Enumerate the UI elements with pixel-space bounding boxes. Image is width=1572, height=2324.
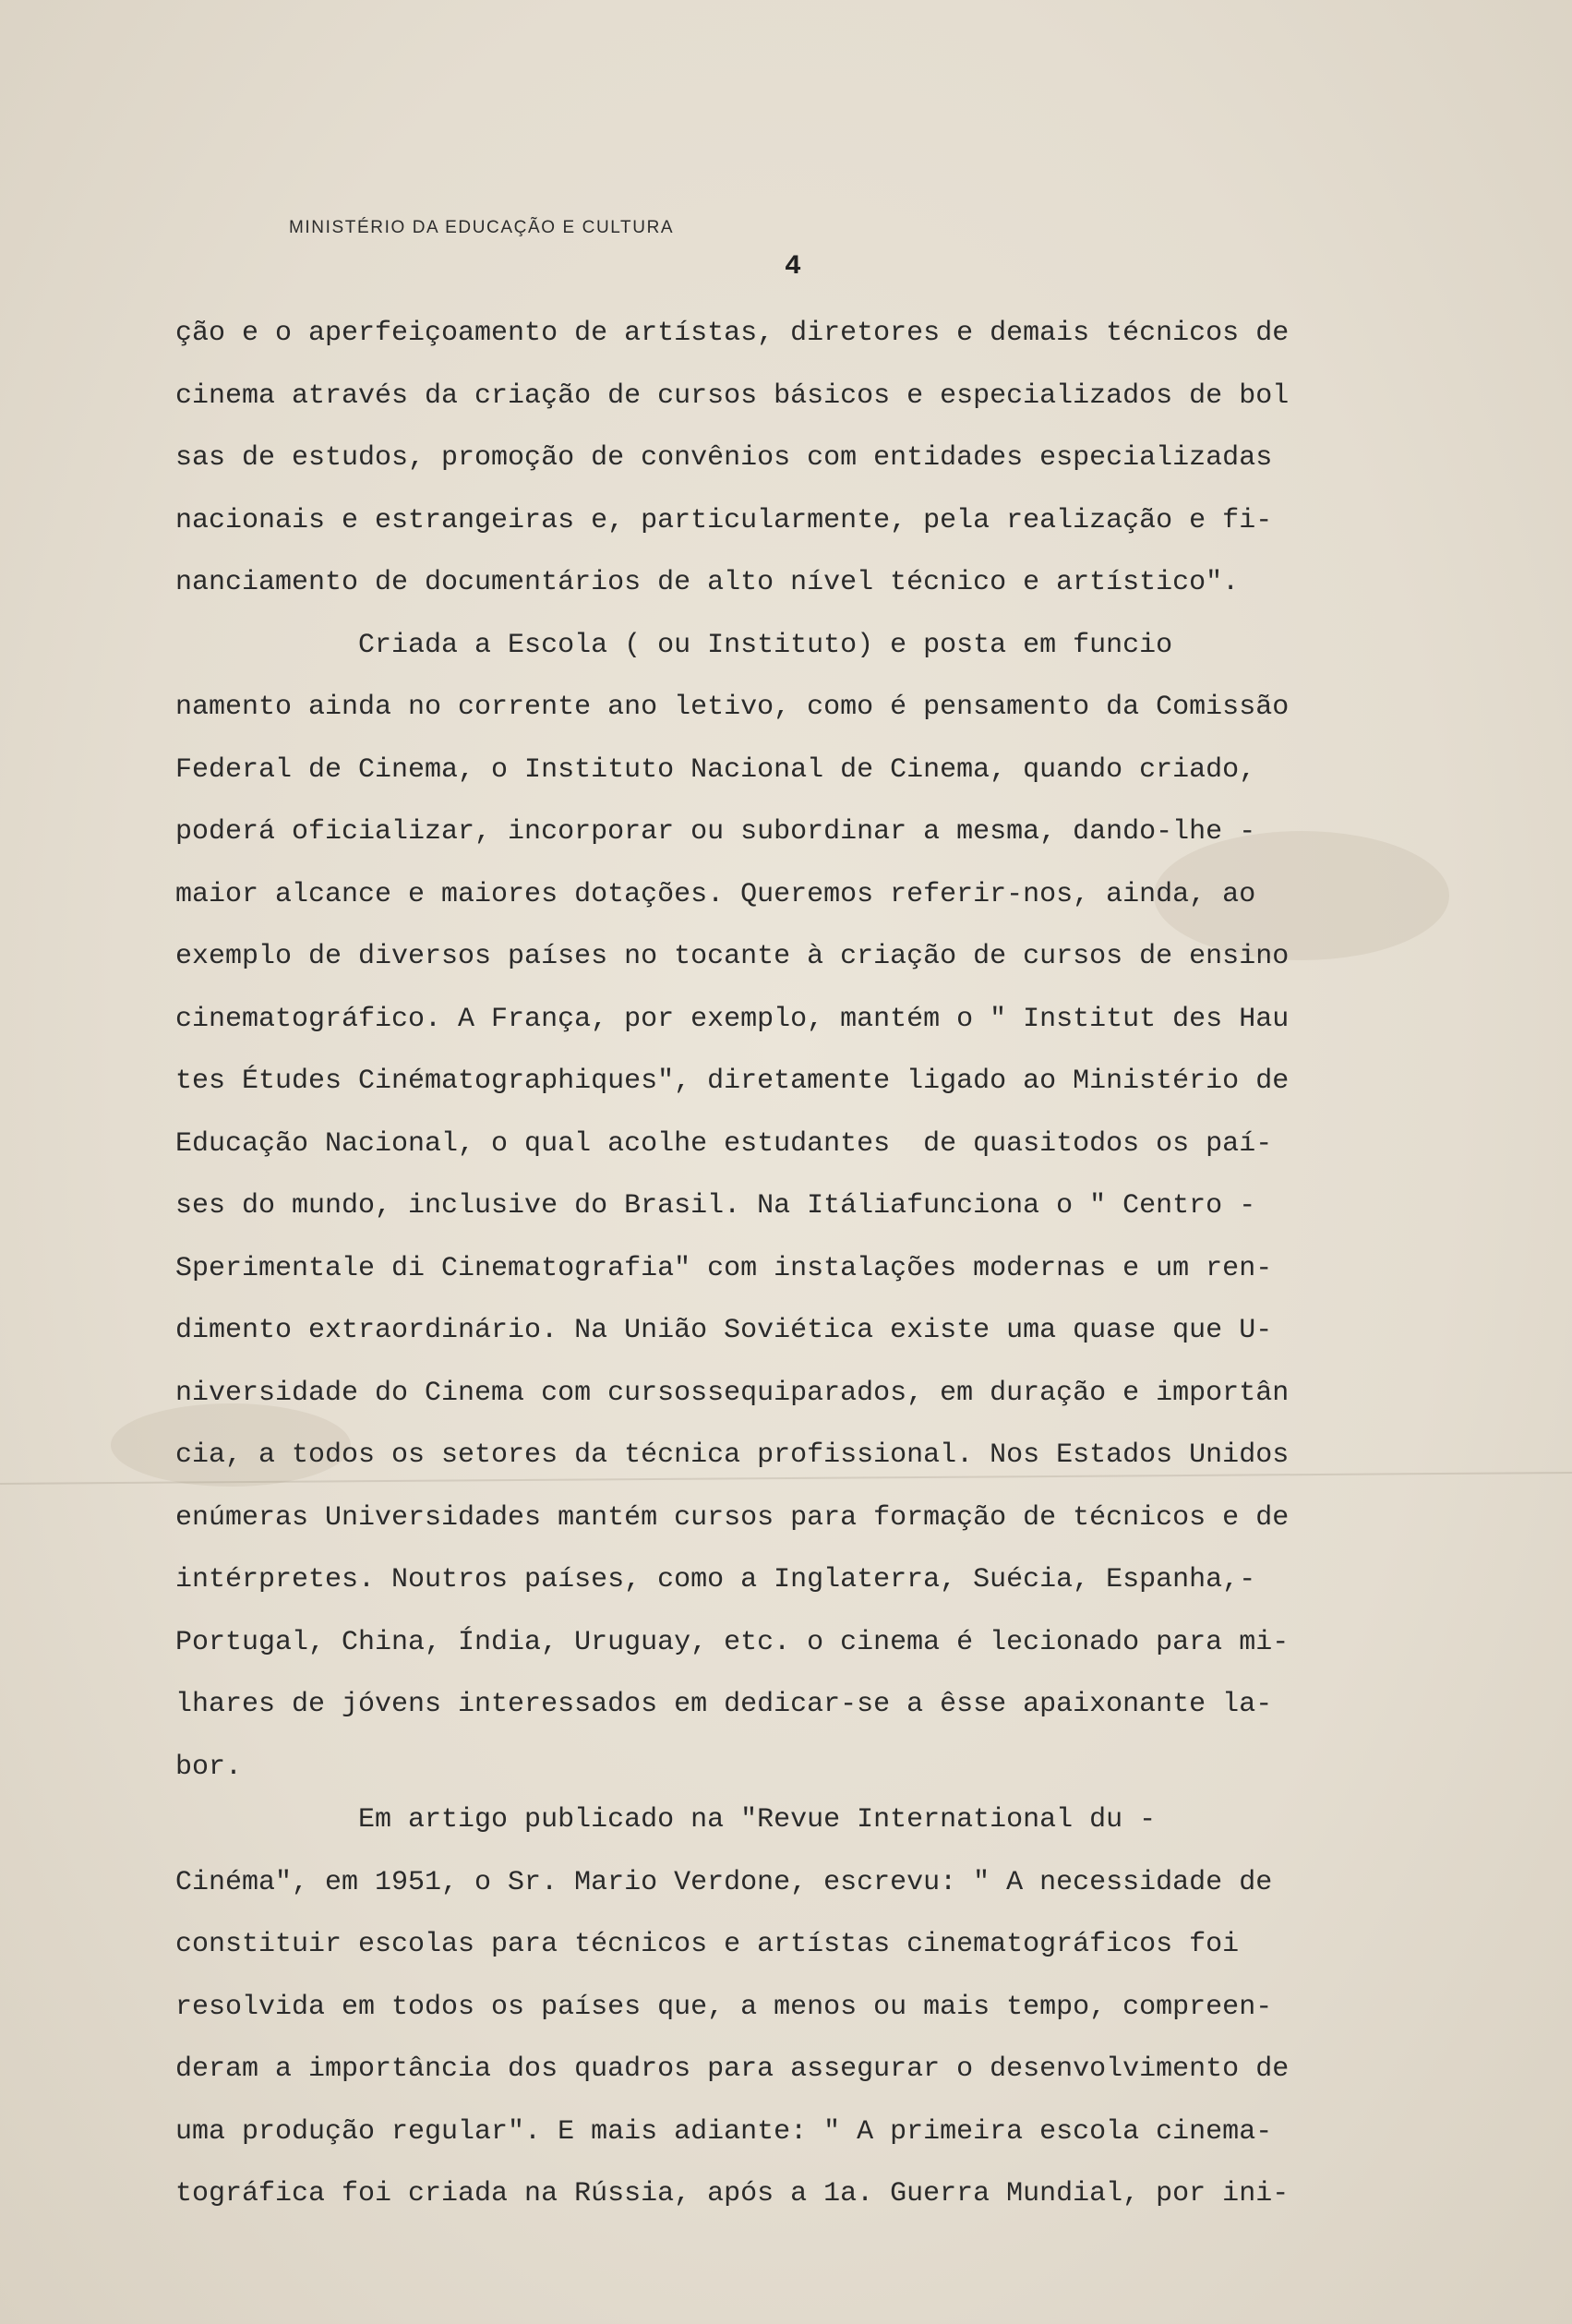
text-line: enúmeras Universidades mantém cursos para formação de técnicos e de	[175, 1501, 1290, 1534]
text-line: bor.	[175, 1751, 243, 1783]
text-line: Criada a Escola ( ou Instituto) e posta em funcio	[175, 629, 1173, 661]
text-line: Sperimentale di Cinematografia" com instalações modernas e um ren-	[175, 1252, 1273, 1284]
text-line: Em artigo publicado na "Revue International du -	[175, 1804, 1157, 1836]
text-line: intérpretes. Noutros países, como a Inglaterra, Suécia, Espanha,-	[175, 1564, 1256, 1595]
text-line: tes Études Cinématographiques", diretamente ligado ao Ministério de	[175, 1066, 1290, 1097]
text-line: tográfica foi criada na Rússia, após a 1a. Guerra Mundial, por ini-	[175, 2178, 1290, 2210]
text-line: maior alcance e maiores dotações. Queremos referir-nos, ainda, ao	[175, 878, 1256, 910]
text-line: resolvida em todos os países que, a menos ou mais tempo, compreen-	[175, 1991, 1273, 2023]
text-line: Federal de Cinema, o Instituto Nacional de Cinema, quando criado,	[175, 753, 1256, 786]
text-line: cinema através da criação de cursos básicos e especializados de bol	[175, 379, 1290, 412]
text-line: nanciamento de documentários de alto nível técnico e artístico".	[175, 567, 1240, 598]
text-line: Portugal, China, Índia, Uruguay, etc. o cinema é lecionado para mi-	[175, 1626, 1290, 1658]
text-line: niversidade do Cinema com cursossequiparados, em duração e importân	[175, 1377, 1290, 1409]
text-line: exemplo de diversos países no tocante à criação de cursos de ensino	[175, 941, 1290, 972]
text-line: lhares de jóvens interessados em dedicar-se a êsse apaixonante la-	[175, 1689, 1273, 1720]
text-line: cia, a todos os setores da técnica profissional. Nos Estados Unidos	[175, 1439, 1290, 1471]
letterhead: MINISTÉRIO DA EDUCAÇÃO E CULTURA	[289, 218, 675, 237]
page-number: 4	[785, 251, 802, 283]
text-line: poderá oficializar, incorporar ou subordinar a mesma, dando-lhe -	[175, 816, 1256, 848]
text-line: nacionais e estrangeiras e, particularmente, pela realização e fi-	[175, 504, 1273, 536]
text-line: deram a importância dos quadros para assegurar o desenvolvimento de	[175, 2053, 1290, 2085]
body-text-block-1	[175, 303, 1468, 1799]
text-line: ção e o aperfeiçoamento de artístas, diretores e demais técnicos de	[175, 318, 1290, 349]
text-line: namento ainda no corrente ano letivo, como é pensamento da Comissão	[175, 692, 1290, 723]
body-text-block-2	[175, 1789, 1468, 2226]
text-line: Cinéma", em 1951, o Sr. Mario Verdone, escrevu: " A necessidade de	[175, 1866, 1273, 1898]
text-line: ses do mundo, inclusive do Brasil. Na Itáliafunciona o " Centro -	[175, 1190, 1256, 1222]
text-line: dimento extraordinário. Na União Soviética existe uma quase que U-	[175, 1315, 1273, 1346]
text-line: Educação Nacional, o qual acolhe estudantes de quasitodos os paí-	[175, 1127, 1273, 1160]
text-line: cinematográfico. A França, por exemplo, mantém o " Institut des Hau	[175, 1003, 1290, 1035]
text-line: uma produção regular". E mais adiante: " A primeira escola cinema-	[175, 2115, 1273, 2148]
text-line: constituir escolas para técnicos e artístas cinematográficos foi	[175, 1929, 1240, 1960]
text-line: sas de estudos, promoção de convênios com entidades especializadas	[175, 442, 1273, 474]
